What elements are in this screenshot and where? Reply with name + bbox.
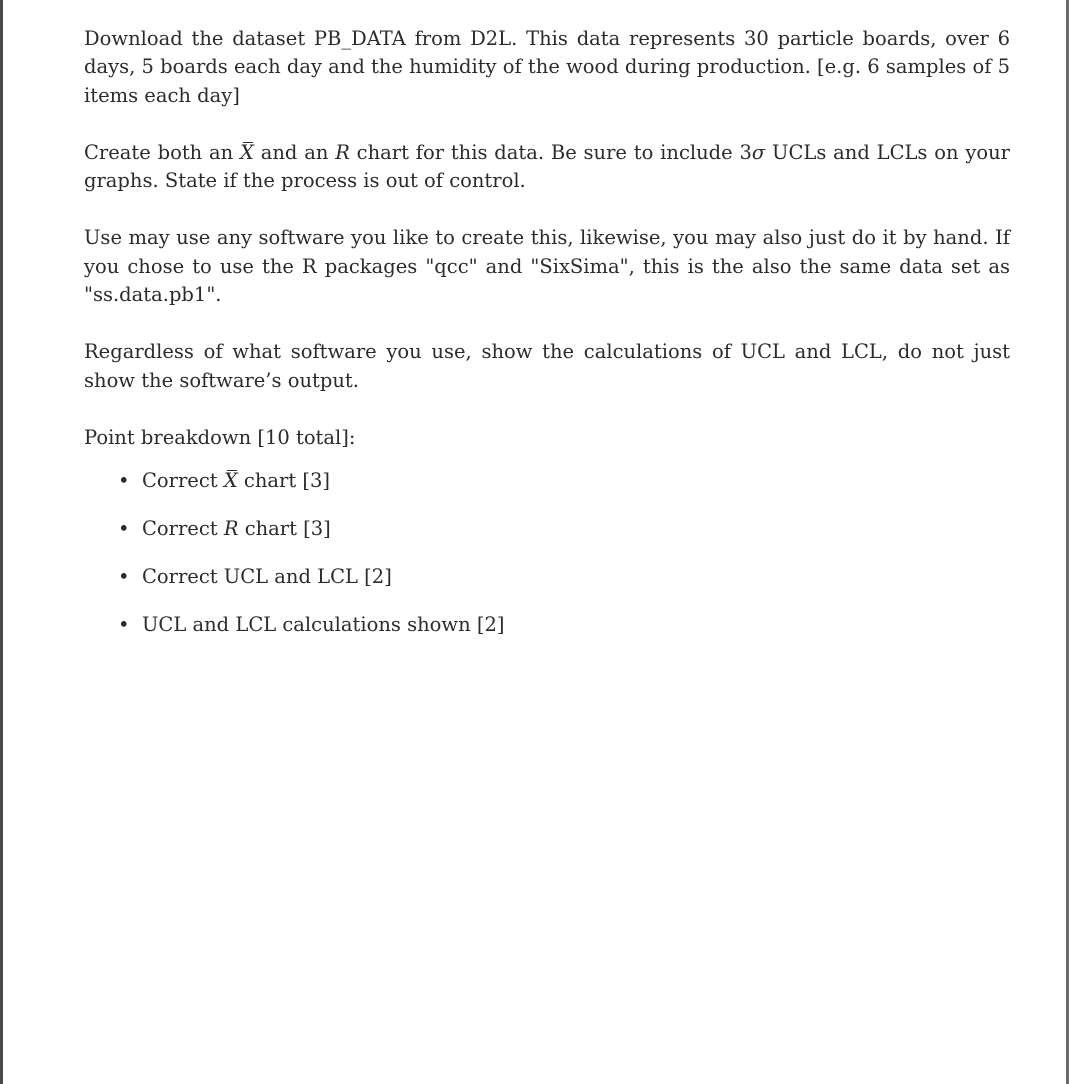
point-breakdown-list (84, 467, 1010, 639)
instr-text-d: UCLs and LCLs on your graphs. State if the process is out of control. (84, 140, 1010, 193)
list-item: • Correct R chart [3] (84, 515, 1010, 543)
list-item: • UCL and LCL calculations shown [2] (84, 611, 1010, 639)
document-page (84, 25, 1010, 659)
instr-text-b: and an (253, 140, 336, 164)
xbar-symbol: X (224, 467, 238, 495)
list-item: • Correct X chart [3] (84, 467, 1010, 495)
paragraph-point-breakdown: Point breakdown [10 total]: (84, 425, 356, 449)
xbar-symbol: X (240, 139, 254, 167)
viewer-left-edge (0, 0, 3, 1084)
r-symbol: R (223, 517, 239, 541)
instr-text-a: Create both an (84, 140, 241, 164)
instr-text-c: chart for this data. Be sure to include 3 (349, 140, 752, 164)
bullet-icon: • (118, 565, 130, 589)
paragraph-dataset-intro: Download the dataset PB_DATA from D2L. This data represents 30 particle boards, over 6 days, 5 boards each day and the humidity of the wood during production. [e.g. 6 samples of 5 items each day] (84, 27, 1011, 107)
bullet-icon: • (118, 613, 130, 637)
paragraph-chart-instructions (84, 139, 1010, 196)
sigma-symbol: σ (751, 140, 766, 164)
paragraph-software-note: Use may use any software you like to create this, likewise, you may also just do it by hand. If you chose to use the R packages "qcc" and "SixSima", this is the also the same data set as "ss.data.pb1". (84, 226, 1010, 307)
bullet-icon: • (118, 517, 130, 541)
paragraph-calculations-note: Regardless of what software you use, show the calculations of UCL and LCL, do not just show the software’s output. (84, 340, 1010, 392)
bullet-icon: • (118, 469, 130, 493)
r-symbol: R (335, 140, 350, 164)
list-item: • Correct UCL and LCL [2] (84, 563, 1010, 591)
